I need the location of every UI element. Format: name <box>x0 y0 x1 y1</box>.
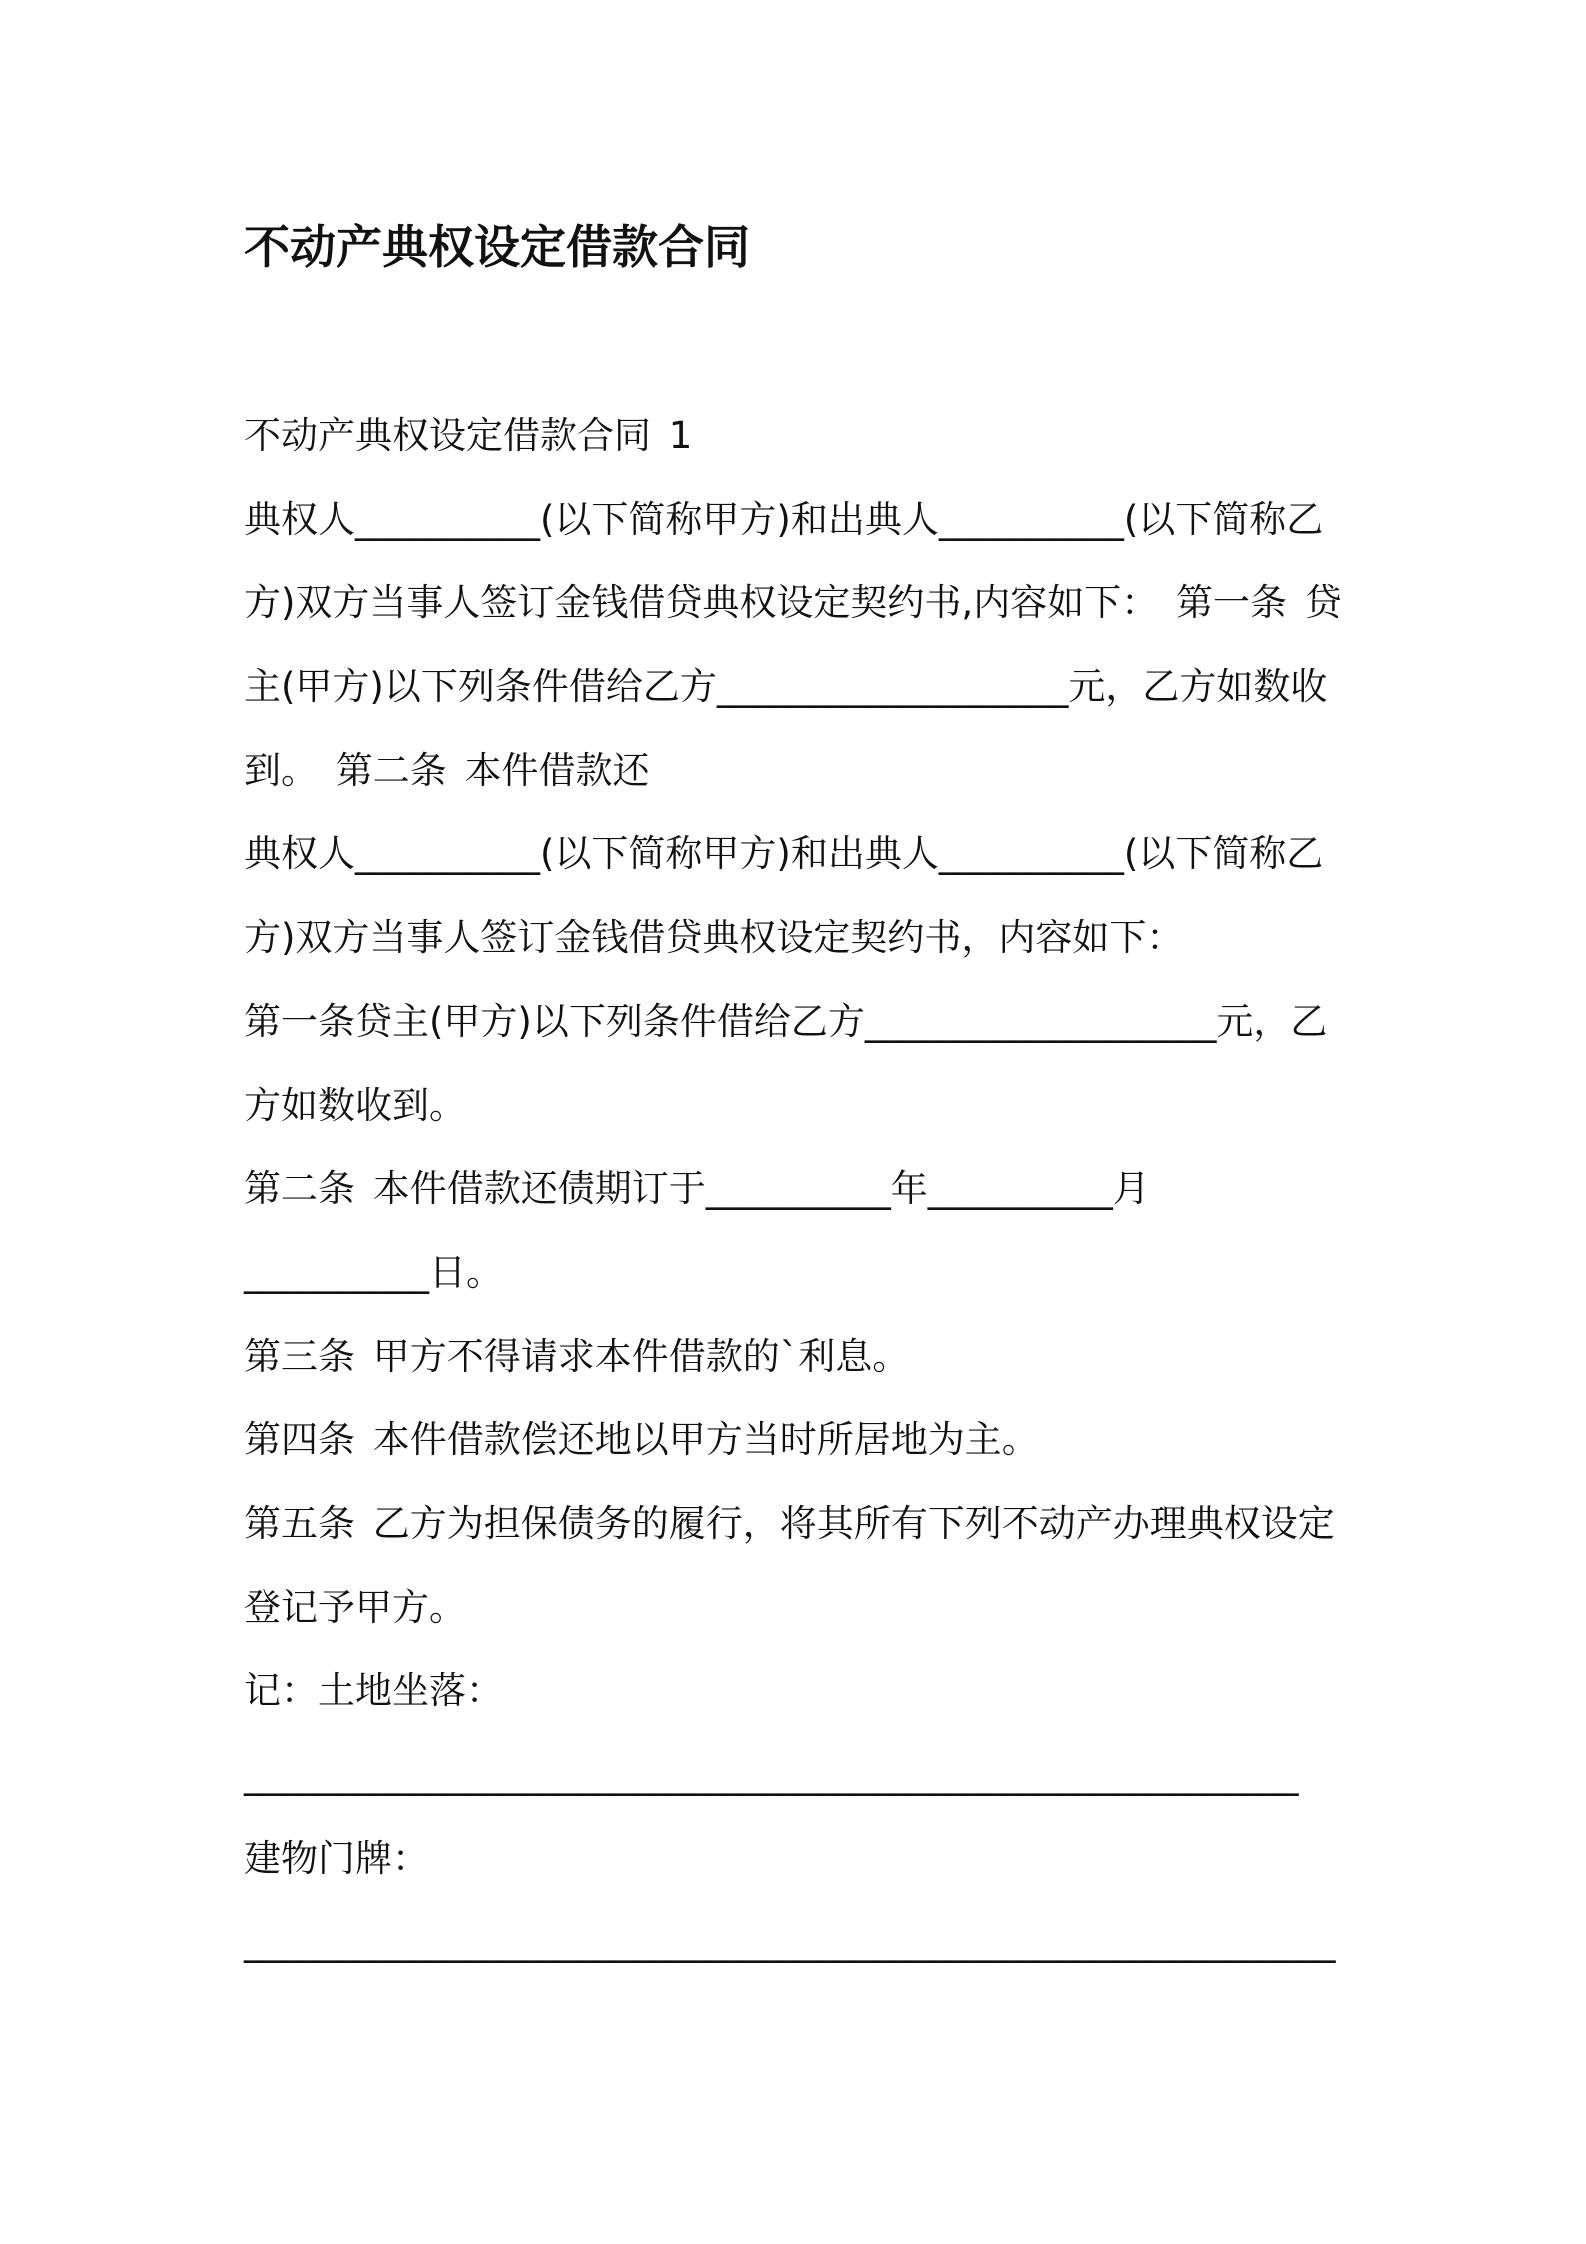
clause-3-line: 第三条 甲方不得请求本件借款的`利息。 <box>244 1334 910 1378</box>
contract-text-line: 方如数收到。 <box>244 1083 466 1127</box>
clause-2-line: 第二条 本件借款还债期订于__________年__________月 <box>244 1167 1150 1211</box>
contract-text-line: 到。 第二条 本件借款还 <box>244 748 650 792</box>
contract-text-line: __________日。 <box>244 1250 503 1294</box>
document-body <box>244 394 1342 1984</box>
building-address-label: 建物门牌： <box>244 1836 429 1880</box>
contract-text-line: 方)双方当事人签订金钱借贷典权设定契约书，内容如下： <box>244 916 1184 960</box>
clause-1-line: 第一条贷主(甲方)以下列条件借给乙方___________________元，乙 <box>244 999 1328 1043</box>
clause-4-line: 第四条 本件借款偿还地以甲方当时所居地为主。 <box>244 1418 1039 1462</box>
contract-text-line: 典权人__________(以下简称甲方)和出典人__________(以下简称乙 <box>244 832 1324 876</box>
fill-in-blank-line: ___________________________________________________________ <box>244 1920 1336 1964</box>
clause-5-line: 第五条 乙方为担保债务的履行，将其所有下列不动产办理典权设定 <box>244 1501 1335 1545</box>
contract-text-line: 典权人__________(以下简称甲方)和出典人__________(以下简称乙 <box>244 497 1324 541</box>
contract-subtitle: 不动产典权设定借款合同 1 <box>244 414 693 457</box>
contract-text-line: 方)双方当事人签订金钱借贷典权设定契约书,内容如下： 第一条 贷 <box>244 581 1342 625</box>
contract-text-line: 登记予甲方。 <box>244 1585 466 1629</box>
contract-text-line: 主(甲方)以下列条件借给乙方___________________元，乙方如数收 <box>244 665 1328 709</box>
land-location-label: 记：土地坐落： <box>244 1669 503 1713</box>
document-title: 不动产典权设定借款合同 <box>244 220 750 274</box>
fill-in-blank-line: _________________________________________________________ <box>244 1753 1299 1796</box>
